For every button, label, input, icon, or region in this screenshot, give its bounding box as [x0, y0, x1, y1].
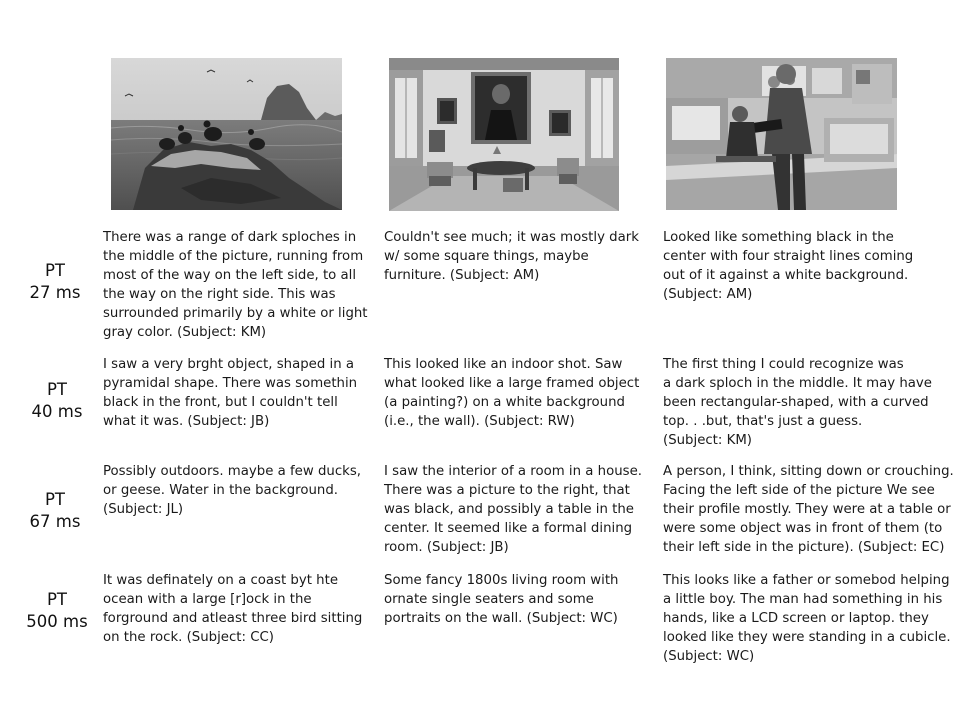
description-line: ornate single seaters and some	[384, 592, 594, 608]
pt-label-text: PT	[46, 380, 68, 399]
description-line: forground and atleast three bird sitting	[103, 611, 363, 627]
description-line: ocean with a large [r]ock in the	[103, 592, 312, 608]
description-67ms-coast	[103, 462, 361, 519]
pt-label-duration: 67 ms	[29, 512, 81, 531]
description-line: looked like they were standing in a cubicle.	[663, 630, 951, 646]
description-line: It was definately on a coast byt hte	[103, 573, 338, 588]
description-line: room. (Subject: JB)	[384, 540, 509, 556]
pt-label-duration: 500 ms	[26, 612, 88, 631]
description-27ms-office	[663, 228, 913, 304]
description-line: out of it against a white background.	[663, 268, 909, 284]
pt-label-text: PT	[46, 590, 68, 609]
description-500ms-office	[663, 571, 951, 666]
pt-label-40ms	[12, 379, 102, 423]
interior-room-illustration	[389, 58, 619, 211]
description-line: This looked like an indoor shot. Saw	[384, 357, 623, 372]
description-line: (i.e., the wall). (Subject: RW)	[384, 414, 575, 430]
description-line: the way on the right side. This was	[103, 287, 336, 303]
description-line: top. . .but, that's just a guess.	[663, 414, 863, 430]
description-line: There was a picture to the right, that	[384, 483, 630, 499]
description-line: hands, like a LCD screen or laptop. they	[663, 611, 929, 627]
office-people-photo	[666, 58, 897, 210]
description-line: was black, and possibly a table in the	[384, 502, 634, 518]
description-line: Couldn't see much; it was mostly dark	[384, 230, 639, 245]
description-line: a little boy. The man had something in his	[663, 592, 943, 608]
description-line: portraits on the wall. (Subject: WC)	[384, 611, 618, 627]
description-line: I saw a very brght object, shaped in a	[103, 357, 355, 372]
description-line: center. It seemed like a formal dining	[384, 521, 633, 537]
description-line: what it was. (Subject: JB)	[103, 414, 270, 430]
description-line: their profile mostly. They were at a table or	[663, 502, 951, 518]
description-line: A person, I think, sitting down or crouching.	[663, 464, 954, 479]
pt-label-27ms	[10, 260, 100, 304]
office-people-illustration	[666, 58, 897, 210]
description-40ms-coast	[103, 355, 357, 431]
description-67ms-interior	[384, 462, 642, 557]
description-line: Some fancy 1800s living room with	[384, 573, 619, 588]
description-67ms-office	[663, 462, 954, 557]
description-line: on the rock. (Subject: CC)	[103, 630, 274, 646]
interior-room-photo	[389, 58, 619, 211]
description-line: a dark sploch in the middle. It may have	[663, 376, 932, 392]
description-line: (a painting?) on a white background	[384, 395, 625, 411]
description-27ms-interior	[384, 228, 639, 285]
description-line: Possibly outdoors. maybe a few ducks,	[103, 464, 361, 479]
pt-label-text: PT	[44, 490, 66, 509]
description-line: The first thing I could recognize was	[663, 357, 904, 372]
description-40ms-office	[663, 355, 932, 450]
coast-birds-photo	[111, 58, 342, 210]
description-line: gray color. (Subject: KM)	[103, 325, 267, 341]
description-line: Facing the left side of the picture We see	[663, 483, 935, 499]
pt-label-67ms	[10, 489, 100, 533]
description-line: were some object was in front of them (to	[663, 521, 943, 537]
description-line: most of the way on the left side, to all	[103, 268, 357, 284]
description-line: There was a range of dark sploches in	[103, 230, 357, 245]
description-line: w/ some square things, maybe	[384, 249, 589, 265]
description-line: surrounded primarily by a white or light	[103, 306, 368, 322]
description-line: or geese. Water in the background.	[103, 483, 338, 499]
description-line: been rectangular-shaped, with a curved	[663, 395, 929, 411]
description-line: black in the front, but I couldn't tell	[103, 395, 338, 411]
coast-birds-illustration	[111, 58, 342, 210]
pt-label-duration: 27 ms	[29, 283, 81, 302]
description-line: I saw the interior of a room in a house.	[384, 464, 642, 479]
description-27ms-coast	[103, 228, 368, 343]
description-40ms-interior	[384, 355, 639, 431]
pt-label-text: PT	[44, 261, 66, 280]
description-line: pyramidal shape. There was somethin	[103, 376, 358, 392]
description-500ms-coast	[103, 571, 362, 647]
description-line: furniture. (Subject: AM)	[384, 268, 540, 284]
description-line: their left side in the picture). (Subject: EC)	[663, 540, 945, 556]
description-500ms-interior	[384, 571, 618, 628]
description-line: center with four straight lines coming	[663, 249, 914, 265]
pt-label-duration: 40 ms	[31, 402, 83, 421]
description-line: the middle of the picture, running from	[103, 249, 364, 265]
description-line: (Subject: WC)	[663, 649, 755, 665]
description-line: (Subject: JL)	[103, 502, 184, 518]
description-line: (Subject: KM)	[663, 433, 752, 449]
pt-label-500ms	[12, 589, 102, 633]
description-line: what looked like a large framed object	[384, 376, 640, 392]
description-line: Looked like something black in the	[663, 230, 894, 245]
description-line: (Subject: AM)	[663, 287, 753, 303]
description-line: This looks like a father or somebod helping	[663, 573, 950, 588]
